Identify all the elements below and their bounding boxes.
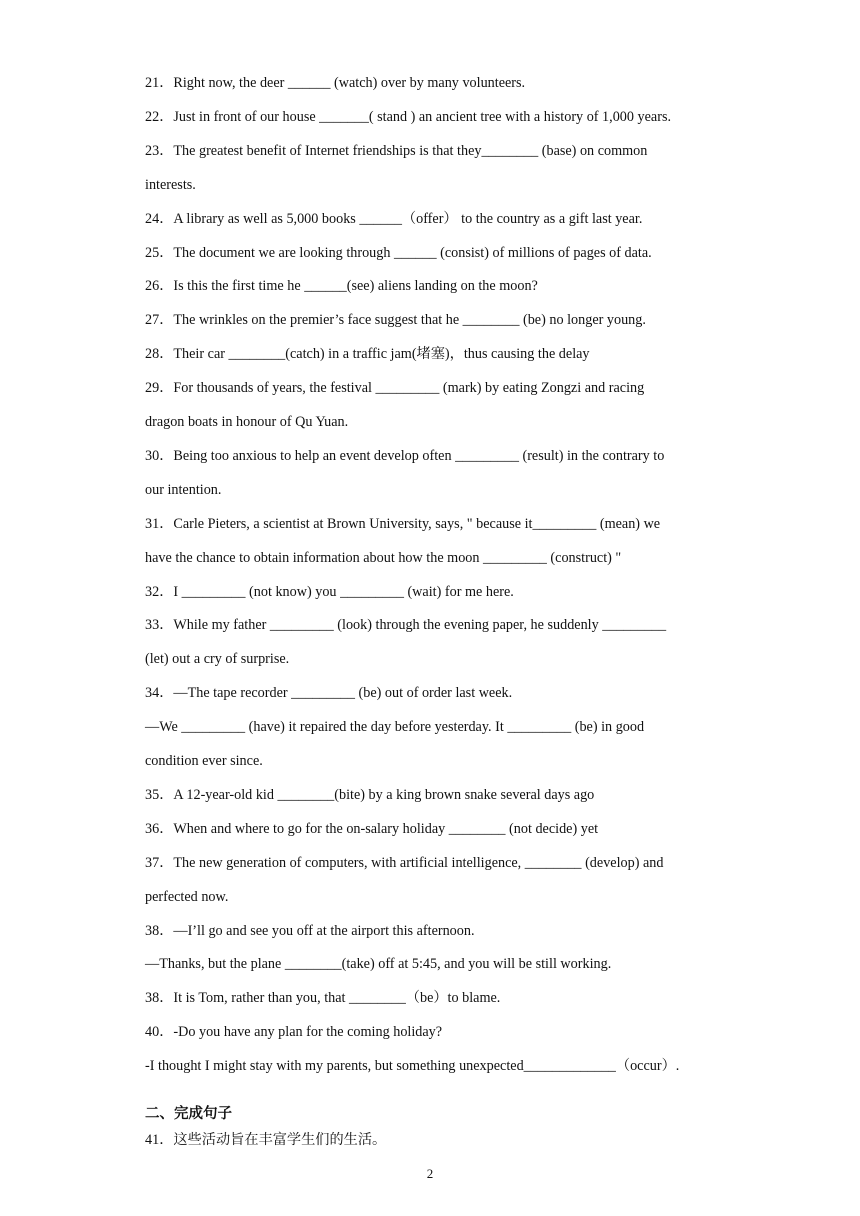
exercise-line: 27．The wrinkles on the premier’s face suggest that he ________ (be) no longer young. (145, 312, 646, 329)
exercise-line: —We _________ (have) it repaired the day before yesterday. It _________ (be) in good (145, 719, 645, 736)
exercise-line: 38．It is Tom, rather than you, that ________（be）to blame. (145, 990, 501, 1007)
exercise-line: 30．Being too anxious to help an event develop often _________ (result) in the contrary to (145, 447, 665, 464)
exercise-line: condition ever since. (145, 753, 263, 769)
exercise-line: 34．—The tape recorder _________ (be) out of order last week. (145, 685, 513, 702)
exercise-line: 32．I _________ (not know) you _________ (wait) for me here. (145, 583, 514, 600)
exercise-line: 40．-Do you have any plan for the coming holiday? (145, 1024, 443, 1041)
exercise-line: 29．For thousands of years, the festival _________ (mark) by eating Zongzi and racing (145, 380, 645, 397)
exercise-line: 35．A 12-year-old kid ________(bite) by a king brown snake several days ago (145, 786, 595, 803)
exercise-line: have the chance to obtain information about how the moon _________ (construct) " (145, 549, 622, 566)
exercise-line: 28．Their car ________(catch) in a traffic jam(堵塞)，thus causing the delay (145, 346, 590, 363)
exercise-line: 22．Just in front of our house _______( stand ) an ancient tree with a history of 1,000 years. (145, 108, 672, 125)
exercise-line: 33．While my father _________ (look) through the evening paper, he suddenly _________ (145, 617, 667, 634)
exercise-line: —Thanks, but the plane ________(take) off at 5:45, and you will be still working. (145, 956, 612, 973)
exercise-line: interests. (145, 176, 196, 193)
exercise-line: perfected now. (145, 888, 229, 905)
exercise-line: 26．Is this the first time he ______(see) aliens landing on the moon? (145, 278, 538, 295)
exercise-line: our intention. (145, 481, 222, 498)
exercise-line: 24．A library as well as 5,000 books ______（offer） to the country as a gift last year. (145, 210, 643, 227)
section-heading: 二、完成句子 (145, 1106, 232, 1122)
exercise-line: 31．Carle Pieters, a scientist at Brown University, says, " because it_________ (mean) we (145, 515, 661, 532)
exercise-line: 37．The new generation of computers, with artificial intelligence, ________ (develop) and (145, 854, 664, 871)
exercise-line: 23．The greatest benefit of Internet friendships is that they________ (base) on common (145, 142, 648, 159)
exercise-line: 21．Right now, the deer ______ (watch) over by many volunteers. (145, 75, 526, 91)
exercise-line: dragon boats in honour of Qu Yuan. (145, 414, 349, 430)
exercise-line: 25．The document we are looking through ______ (consist) of millions of pages of data. (145, 244, 652, 261)
exercise-line: 36．When and where to go for the on-salary holiday ________ (not decide) yet (145, 820, 599, 837)
exercise-line: -I thought I might stay with my parents, but something unexpected_____________（occur）. (145, 1058, 680, 1075)
exercise-line: 38．—I’ll go and see you off at the airport this afternoon. (145, 922, 475, 939)
page-number: 2 (426, 1166, 434, 1181)
exercise-line: (let) out a cry of surprise. (145, 651, 290, 668)
question-41: 41．这些活动旨在丰富学生们的生活。 (145, 1132, 387, 1148)
